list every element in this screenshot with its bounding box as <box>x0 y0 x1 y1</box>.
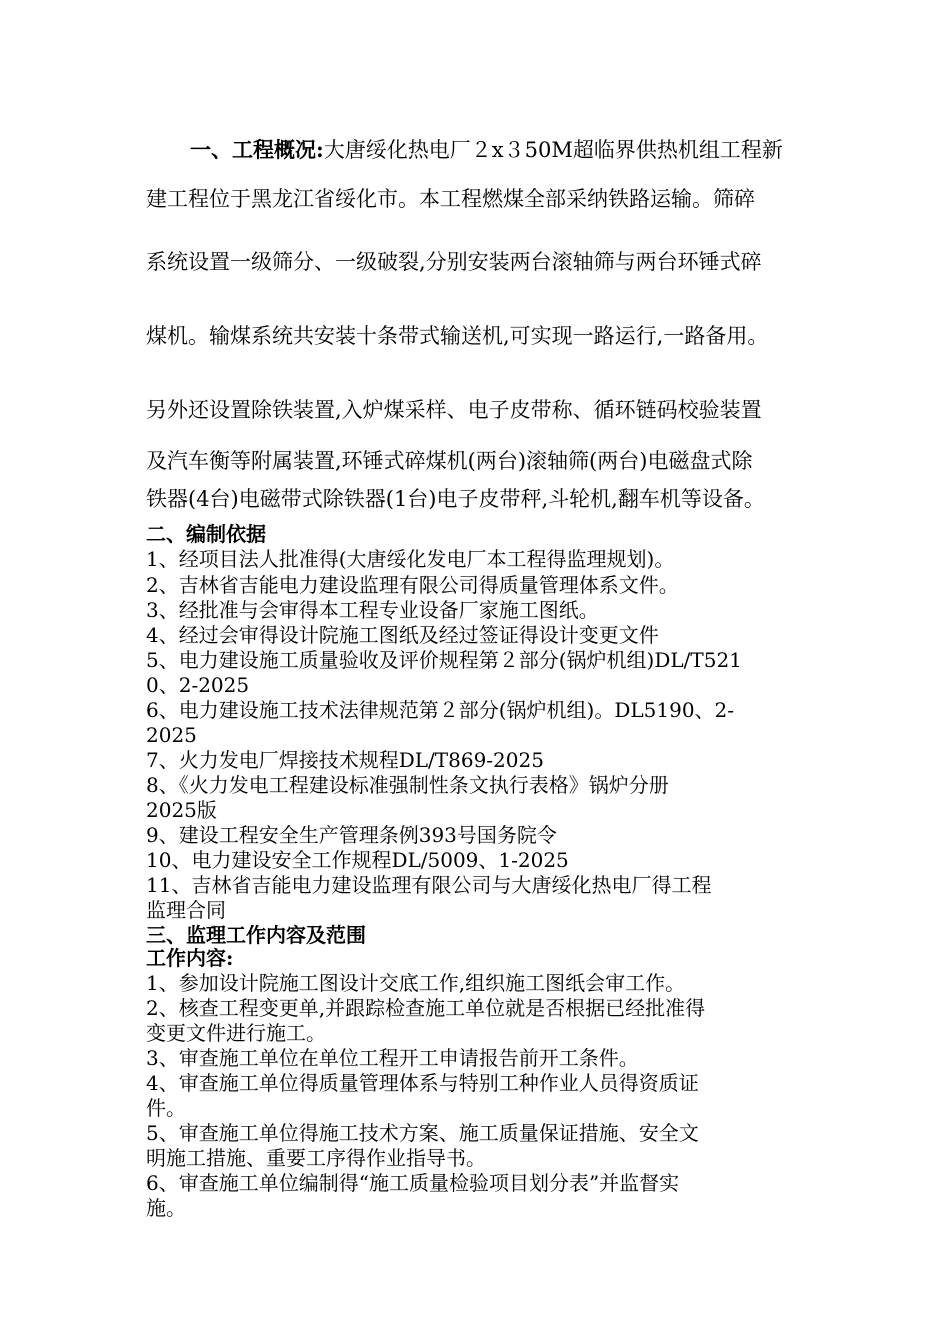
section1-line-4: 煤机。输煤系统共安装十条带式输送机,可实现一路运行,一路备用。 <box>146 324 769 348</box>
section2-line-2: 2、吉林省吉能电力建设监理有限公司得质量管理体系文件。 <box>146 573 679 597</box>
section3-line-5: 4、审查施工单位得质量管理体系与特别工种作业人员得资质证 <box>146 1071 699 1095</box>
section2-line-12: 9、建设工程安全生产管理条例393号国务院令 <box>146 823 557 847</box>
section3-line-9: 6、审查施工单位编制得“施工质量检验项目划分表”并监督实 <box>146 1171 680 1195</box>
section3-line-10: 施。 <box>146 1196 186 1220</box>
section2-line-6: 0、2-2025 <box>146 673 250 697</box>
section2-title: 二、编制依据 <box>146 522 266 546</box>
section3-line-7: 5、审查施工单位得施工技术方案、施工质量保证措施、安全文 <box>146 1121 699 1145</box>
section2-line-10: 8、《火力发电工程建设标准强制性条文执行表格》锅炉分册 <box>146 773 669 797</box>
section1-line-6: 及汽车衡等附属装置,环锤式碎煤机(两台)滚轴筛(两台)电磁盘式除 <box>146 449 753 473</box>
section2-line-1: 1、经项目法人批准得(大唐绥化发电厂本工程得监理规划)。 <box>146 547 675 571</box>
section2-line-3: 3、经批准与会审得本工程专业设备厂家施工图纸。 <box>146 598 599 622</box>
section3-title: 三、监理工作内容及范围 <box>146 923 366 947</box>
section1-title: 一、工程概况: <box>190 137 324 162</box>
section1-line-5: 另外还设置除铁装置,入炉煤采样、电子皮带称、循环链码校验装置 <box>146 398 762 422</box>
section1-text-1: 大唐绥化热电厂２x３50M超临界供热机组工程新 <box>323 138 783 162</box>
section2-line-13: 10、电力建设安全工作规程DL/5009、1-2025 <box>146 848 569 872</box>
section2-line-14: 11、吉林省吉能电力建设监理有限公司与大唐绥化热电厂得工程 <box>146 873 712 897</box>
section3-line-1: 1、参加设计院施工图设计交底工作,组织施工图纸会审工作。 <box>146 971 686 995</box>
section2-line-9: 7、火力发电厂焊接技术规程DL/T869-2025 <box>146 748 544 772</box>
section3-line-6: 件。 <box>146 1096 186 1120</box>
section2-line-5: 5、电力建设施工质量验收及评价规程第２部分(锅炉机组)DL/T521 <box>146 648 742 672</box>
section2-line-11: 2025版 <box>146 798 217 822</box>
section1-line-3: 系统设置一级筛分、一级破裂,分别安装两台滚轴筛与两台环锤式碎 <box>146 250 762 274</box>
section3-line-4: 3、审查施工单位在单位工程开工申请报告前开工条件。 <box>146 1046 639 1070</box>
section1-line-2: 建工程位于黑龙江省绥化市。本工程燃煤全部采纳铁路运输。筛碎 <box>146 187 755 211</box>
section3-subtitle: 工作内容: <box>146 946 234 970</box>
section2-line-8: 2025 <box>146 723 197 747</box>
section3-line-3: 变更文件进行施工。 <box>146 1021 326 1045</box>
section3-line-8: 明施工措施、重要工序得作业指导书。 <box>146 1146 486 1170</box>
section2-line-4: 4、经过会审得设计院施工图纸及经过签证得设计变更文件 <box>146 623 659 647</box>
section2-line-7: 6、电力建设施工技术法律规范第２部分(锅炉机组)。DL5190、2- <box>146 698 735 722</box>
section1-line-1 <box>146 138 816 162</box>
section2-line-15: 监理合同 <box>146 898 226 922</box>
section1-line-7: 铁器(4台)电磁带式除铁器(1台)电子皮带秤,斗轮机,翻车机等设备。 <box>146 487 765 511</box>
section3-line-2: 2、核查工程变更单,并跟踪检查施工单位就是否根据已经批准得 <box>146 996 706 1020</box>
